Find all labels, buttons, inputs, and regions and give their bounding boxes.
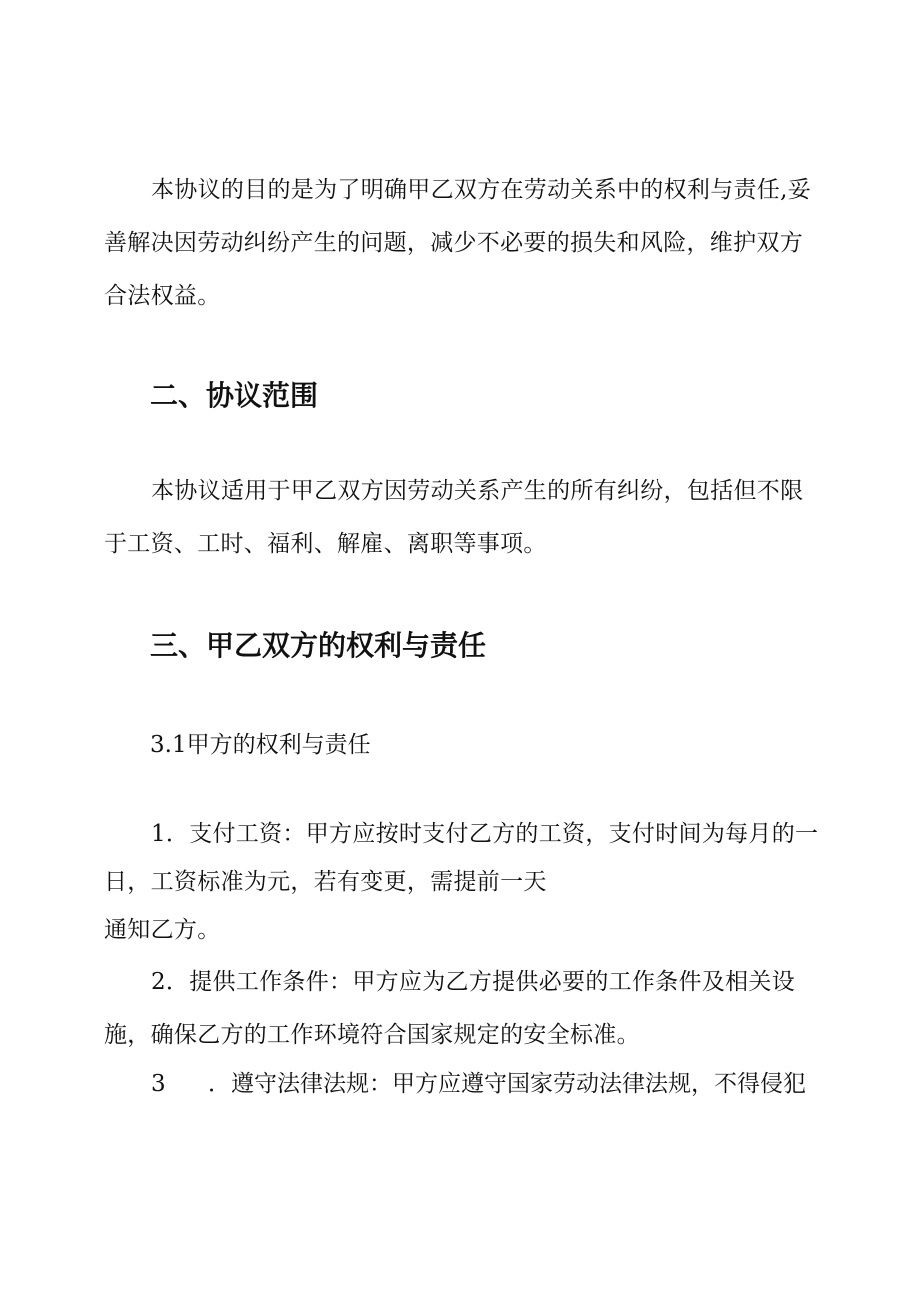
purpose-line-3: 合法权益。 xyxy=(104,283,221,309)
item-1-line-1: 1．支付工资：甲方应按时支付乙方的工资，支付时间为每月的一 xyxy=(151,821,819,847)
scope-line-2: 于工资、工时、福利、解雇、离职等事项。 xyxy=(104,531,547,557)
purpose-paragraph xyxy=(104,164,816,323)
item-2-line-2: 施，确保乙方的工作环境符合国家规定的安全标准。 xyxy=(104,1022,640,1048)
scope-paragraph xyxy=(104,465,816,571)
party-a-subheading: 3.1甲方的权利与责任 xyxy=(150,732,371,758)
purpose-line-1: 本协议的目的是为了明确甲乙双方在劳动关系中的权利与责任,妥 xyxy=(151,177,812,203)
item-work-conditions xyxy=(104,956,816,1062)
scope-line-1: 本协议适用于甲乙双方因劳动关系产生的所有纠纷，包括但不限 xyxy=(151,478,804,504)
purpose-line-2: 善解决因劳动纠纷产生的问题，减少不必要的损失和风险，维护双方 xyxy=(104,230,803,256)
rights-heading: 三、甲乙双方的权利与责任 xyxy=(150,629,487,662)
item-pay-wages xyxy=(104,810,819,954)
item-3-text: ．遵守法律法规：甲方应遵守国家劳动法律法规，不得侵犯 xyxy=(208,1071,806,1097)
item-1-line-2: 日，工资标准为元，若有变更，需提前一天 xyxy=(104,869,547,895)
item-3-number: 3 xyxy=(151,1071,166,1097)
item-2-line-1: 2．提供工作条件：甲方应为乙方提供必要的工作条件及相关设 xyxy=(151,969,796,995)
scope-heading: 二、协议范围 xyxy=(150,379,319,412)
item-1-line-3: 通知乙方。 xyxy=(104,917,221,943)
